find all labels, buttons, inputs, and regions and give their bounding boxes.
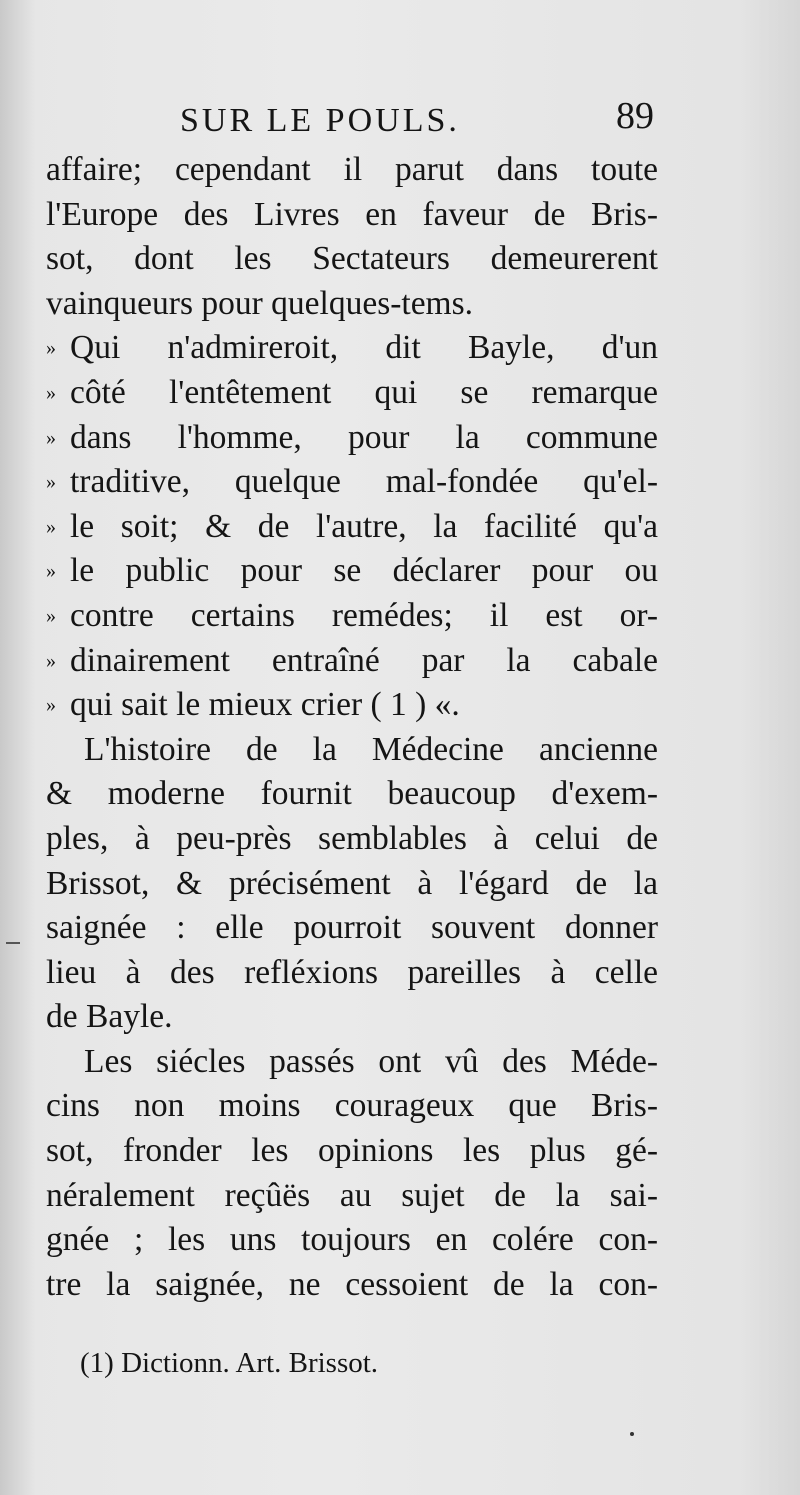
quote-line bbox=[46, 416, 658, 461]
quote-line bbox=[46, 371, 658, 416]
text-line: lieu à des refléxions pareilles à celle bbox=[46, 953, 658, 991]
margin-mark bbox=[6, 942, 20, 944]
quote-line-text: le soit; & de l'autre, la facilité qu'a bbox=[70, 507, 658, 545]
text-line: Les siécles passés ont vû des Méde- bbox=[84, 1042, 658, 1080]
quote-line bbox=[46, 505, 658, 550]
running-head: SUR LE POULS. bbox=[180, 102, 460, 139]
body-text bbox=[46, 148, 658, 1307]
quote-line-text: contre certains remédes; il est or- bbox=[70, 596, 658, 634]
text-line: & moderne fournit beaucoup d'exem- bbox=[46, 775, 658, 813]
quote-line-text: le public pour se déclarer pour ou bbox=[70, 552, 658, 590]
quote-line bbox=[46, 594, 658, 639]
quote-mark: » bbox=[46, 426, 56, 449]
quote-mark: » bbox=[46, 560, 56, 583]
quote-line-text: traditive, quelque mal-fondée qu'el- bbox=[70, 463, 658, 501]
quote-line bbox=[46, 639, 658, 684]
quote-line bbox=[46, 549, 658, 594]
text-line: saignée : elle pourroit souvent donner bbox=[46, 909, 658, 947]
quote-line-text: côté l'entêtement qui se remarque bbox=[70, 373, 658, 411]
text-line: sot, dont les Sectateurs demeurerent bbox=[46, 240, 658, 278]
quote-line-text: dinairement entraîné par la cabale bbox=[70, 641, 658, 679]
footnote: (1) Dictionn. Art. Brissot. bbox=[80, 1347, 379, 1379]
text-line: vainqueurs pour quelques-tems. bbox=[46, 284, 474, 322]
quote-line bbox=[46, 326, 658, 371]
quote-line-text: qui sait le mieux crier ( 1 ) «. bbox=[70, 686, 460, 724]
text-line: affaire; cependant il parut dans toute bbox=[46, 151, 658, 188]
quote-mark: » bbox=[46, 381, 56, 404]
text-line: gnée ; les uns toujours en colére con- bbox=[46, 1221, 658, 1259]
text-line: de Bayle. bbox=[46, 998, 173, 1036]
text-line: néralement reçûës au sujet de la sai- bbox=[46, 1176, 658, 1214]
quote-line bbox=[46, 683, 658, 728]
text-line: l'Europe des Livres en faveur de Bris- bbox=[46, 195, 658, 233]
page-header bbox=[46, 94, 658, 142]
text-line: sot, fronder les opinions les plus gé- bbox=[46, 1132, 658, 1170]
text-line: cins non moins courageux que Bris- bbox=[46, 1087, 658, 1125]
quote-mark: » bbox=[46, 337, 56, 360]
quote-mark: » bbox=[46, 604, 56, 627]
text-line: Brissot, & précisément à l'égard de la bbox=[46, 864, 658, 902]
quote-mark: » bbox=[46, 649, 56, 672]
quote-line-text: Qui n'admireroit, dit Bayle, d'un bbox=[70, 329, 658, 367]
quote-mark: » bbox=[46, 471, 56, 494]
text-line: L'histoire de la Médecine ancienne bbox=[84, 730, 658, 768]
quote-line-text: dans l'homme, pour la commune bbox=[70, 418, 658, 456]
text-line: tre la saignée, ne cessoient de la con- bbox=[46, 1265, 658, 1303]
quote-line bbox=[46, 460, 658, 505]
quote-mark: » bbox=[46, 694, 56, 717]
text-line: ples, à peu-près semblables à celui de bbox=[46, 819, 658, 857]
page-number: 89 bbox=[616, 95, 654, 137]
quote-mark: » bbox=[46, 515, 56, 538]
ink-speck bbox=[630, 1432, 634, 1436]
